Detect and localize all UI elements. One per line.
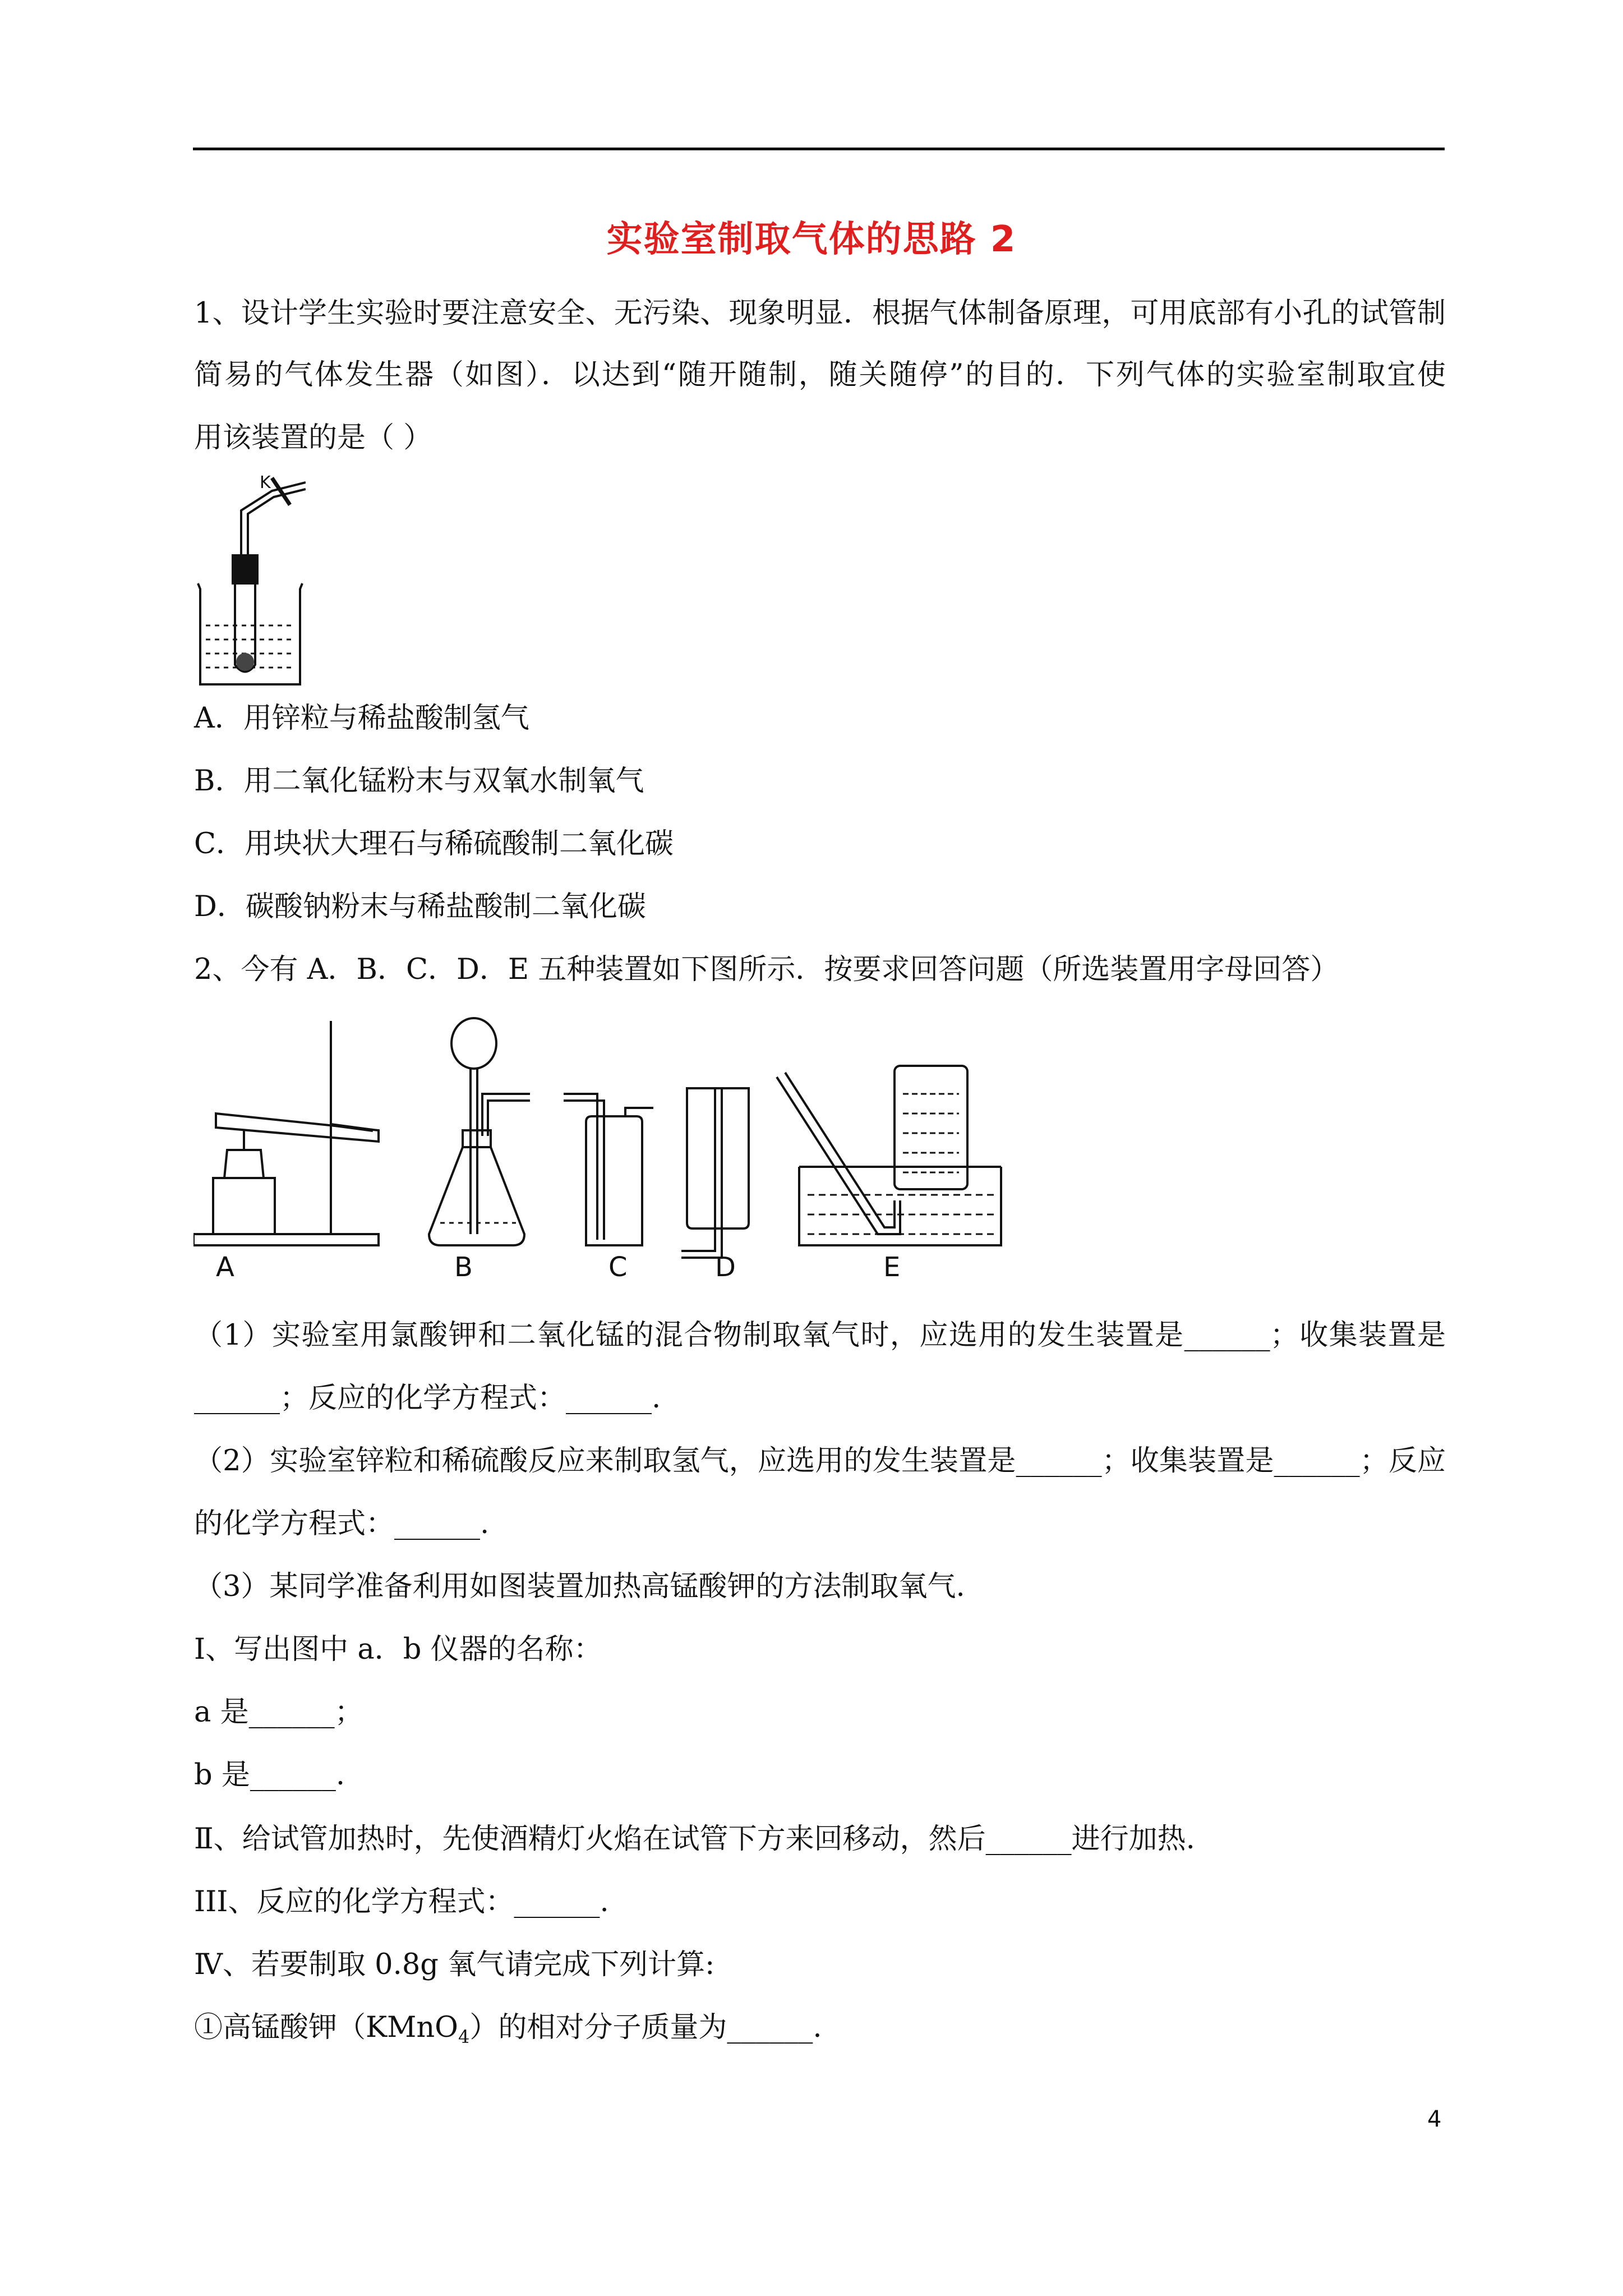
q2-intro: 2、今有 A．B．C．D．E 五种装置如下图所示．按要求回答问题（所选装置用字母回答） (194, 953, 1339, 986)
q2-calc-1-sub: 4 (458, 2026, 470, 2048)
q2-part1-line-1: （1）实验室用氯酸钾和二氧化锰的混合物制取氧气时，应选用的发生装置是______；收集装置是 (194, 1319, 1446, 1352)
q2-part1-line-2: ______；反应的化学方程式：______. (194, 1382, 661, 1415)
q2-sub-i: I、写出图中 a．b 仪器的名称： (194, 1633, 602, 1666)
q2-answer-a: a 是______； (194, 1696, 363, 1729)
q1-line-3: 用该装置的是（ ） (194, 421, 432, 454)
gas-generator-figure (193, 471, 306, 690)
q1-option-d: D．碳酸钠粉末与稀盐酸制二氧化碳 (194, 890, 646, 923)
q2-sub-iii: III、反应的化学方程式：______. (194, 1885, 609, 1918)
q1-option-a: A．用锌粒与稀盐酸制氢气 (194, 702, 529, 735)
q1-line-2: 简易的气体发生器（如图）．以达到“随开随制，随关随停”的目的．下列气体的实验室制取宜使 (194, 358, 1446, 392)
page-number: 4 (1427, 2106, 1442, 2132)
header-rule (193, 148, 1445, 150)
apparatus-label-a: A (216, 1251, 234, 1283)
valve-label-k: K (260, 473, 271, 493)
apparatus-figure (193, 1010, 1007, 1301)
q2-answer-b: b 是______. (194, 1759, 345, 1792)
q2-sub-iv: Ⅳ、若要制取 0.8g 氧气请完成下列计算: (194, 1948, 715, 1981)
q2-part2-line-2: 的化学方程式：______. (194, 1507, 490, 1540)
q1-option-c: C．用块状大理石与稀硫酸制二氧化碳 (194, 827, 674, 861)
q2-calc-1-post: ）的相对分子质量为______. (469, 2011, 822, 2044)
apparatus-label-d: D (715, 1251, 736, 1283)
q2-sub-ii: Ⅱ、给试管加热时，先使酒精灯火焰在试管下方来回移动，然后______进行加热. (194, 1823, 1195, 1856)
q2-calc-1-pre: ①高锰酸钾（KMnO (194, 2011, 458, 2044)
apparatus-label-e: E (883, 1251, 901, 1283)
q1-line-1: 1、设计学生实验时要注意安全、无污染、现象明显．根据气体制备原理，可用底部有小孔的试管制 (194, 297, 1446, 330)
q2-part2-line-1: （2）实验室锌粒和稀硫酸反应来制取氢气，应选用的发生装置是______；收集装置是______；反应 (194, 1444, 1446, 1478)
apparatus-label-c: C (608, 1251, 628, 1283)
apparatus-label-b: B (454, 1251, 473, 1283)
q2-part3: （3）某同学准备利用如图装置加热高锰酸钾的方法制取氧气. (194, 1570, 965, 1603)
q2-calc-1 (194, 2012, 1446, 2047)
page-title: 实验室制取气体的思路 2 (606, 219, 1017, 260)
q1-option-b: B．用二氧化锰粉末与双氧水制氧气 (194, 765, 644, 798)
